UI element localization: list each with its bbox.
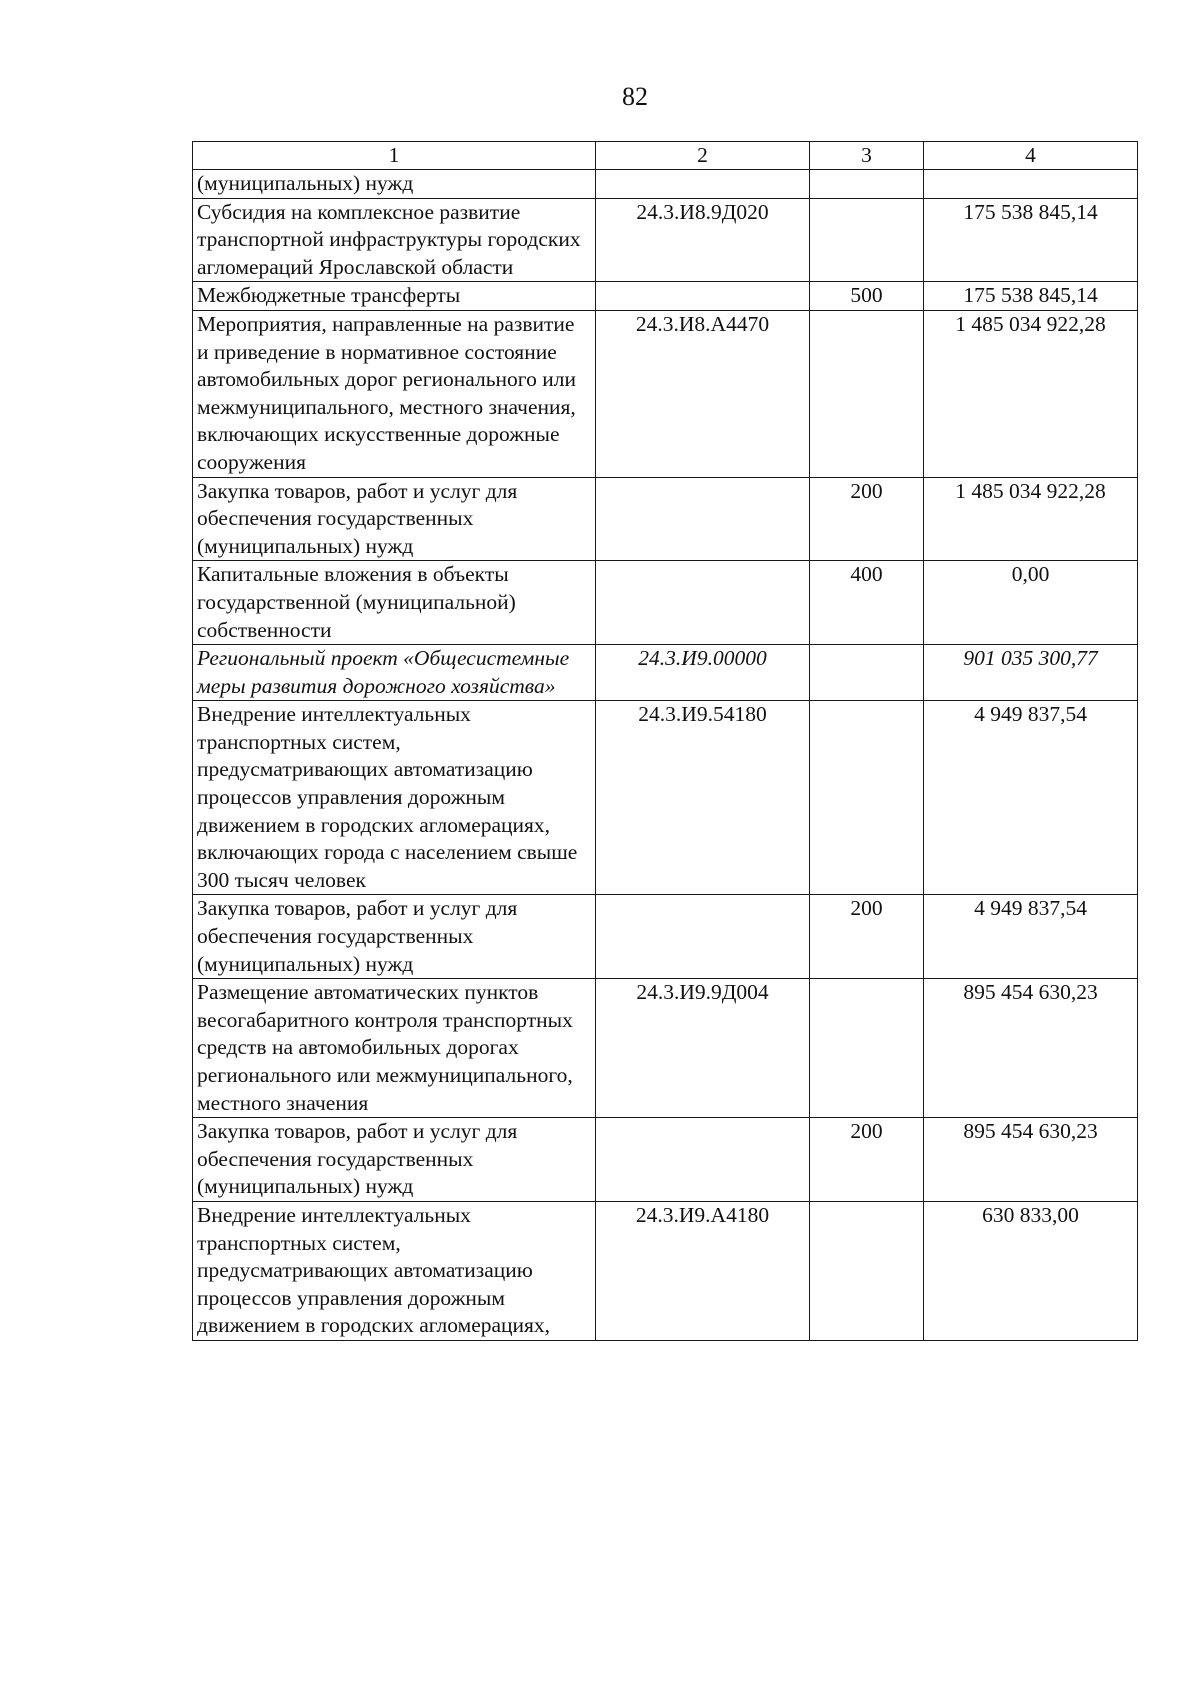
row-amount-cell: 4 949 837,54: [924, 701, 1138, 895]
row-name-cell: Закупка товаров, работ и услуг для обеспечения государственных (муниципальных) нужд: [193, 1118, 596, 1202]
column-header-4: 4: [924, 142, 1138, 170]
table-header: [193, 142, 1138, 170]
row-type-cell: 200: [810, 895, 924, 979]
row-name-cell: Закупка товаров, работ и услуг для обеспечения государственных (муниципальных) нужд: [193, 895, 596, 979]
row-name-cell: Размещение автоматических пунктов весогабаритного контроля транспортных средств на автомобильных дорогах регионального или межмуниципального, местного значения: [193, 979, 596, 1118]
row-code-cell: [596, 561, 810, 645]
row-code-cell: 24.3.И9.00000: [596, 645, 810, 701]
row-type-cell: [810, 1201, 924, 1340]
row-amount-cell: 1 485 034 922,28: [924, 477, 1138, 561]
column-header-2: 2: [596, 142, 810, 170]
row-code-cell: 24.3.И9.9Д004: [596, 979, 810, 1118]
column-header-1: 1: [193, 142, 596, 170]
row-name-cell: Закупка товаров, работ и услуг для обеспечения государственных (муниципальных) нужд: [193, 477, 596, 561]
table-row: [193, 477, 1138, 561]
row-code-cell: [596, 477, 810, 561]
row-amount-cell: 895 454 630,23: [924, 1118, 1138, 1202]
row-type-cell: 200: [810, 1118, 924, 1202]
row-type-cell: [810, 645, 924, 701]
row-type-cell: [810, 170, 924, 199]
row-type-cell: 400: [810, 561, 924, 645]
row-code-cell: [596, 1118, 810, 1202]
row-amount-cell: 175 538 845,14: [924, 282, 1138, 311]
row-amount-cell: [924, 170, 1138, 199]
row-code-cell: [596, 170, 810, 199]
row-name-cell: Межбюджетные трансферты: [193, 282, 596, 311]
table-row: [193, 561, 1138, 645]
row-amount-cell: 4 949 837,54: [924, 895, 1138, 979]
row-code-cell: 24.3.И9.А4180: [596, 1201, 810, 1340]
row-type-cell: [810, 310, 924, 477]
row-name-cell: Мероприятия, направленные на развитие и приведение в нормативное состояние автомобильных дорог регионального или межмуниципального, местного значения, включающих искусственные дорожные сооружения: [193, 310, 596, 477]
row-code-cell: [596, 895, 810, 979]
row-code-cell: [596, 282, 810, 311]
table-row: [193, 1118, 1138, 1202]
table-row: [193, 170, 1138, 199]
row-code-cell: 24.3.И9.54180: [596, 701, 810, 895]
row-name-cell: Внедрение интеллектуальных транспортных систем, предусматривающих автоматизацию процессов управления дорожным движением в городских агломерациях, включающих города с населением свыше 300 тысяч человек: [193, 701, 596, 895]
table-row: [193, 282, 1138, 311]
page-number: 82: [622, 82, 648, 111]
row-type-cell: 200: [810, 477, 924, 561]
row-code-cell: 24.3.И8.А4470: [596, 310, 810, 477]
header-row: [193, 142, 1138, 170]
row-name-cell: Внедрение интеллектуальных транспортных систем, предусматривающих автоматизацию процессов управления дорожным движением в городских агломерациях,: [193, 1201, 596, 1340]
table-row: [193, 701, 1138, 895]
row-type-cell: [810, 198, 924, 282]
row-amount-cell: 630 833,00: [924, 1201, 1138, 1340]
row-name-cell: Субсидия на комплексное развитие транспортной инфраструктуры городских агломераций Ярославской области: [193, 198, 596, 282]
row-name-cell: Региональный проект «Общесистемные меры развития дорожного хозяйства»: [193, 645, 596, 701]
row-code-cell: 24.3.И8.9Д020: [596, 198, 810, 282]
table-row: [193, 310, 1138, 477]
column-header-3: 3: [810, 142, 924, 170]
row-amount-cell: 175 538 845,14: [924, 198, 1138, 282]
budget-table: [192, 141, 1138, 1341]
table-row: [193, 198, 1138, 282]
row-amount-cell: 1 485 034 922,28: [924, 310, 1138, 477]
table-row: [193, 979, 1138, 1118]
row-type-cell: 500: [810, 282, 924, 311]
row-type-cell: [810, 979, 924, 1118]
row-name-cell: (муниципальных) нужд: [193, 170, 596, 199]
table-row-regional-project: [193, 645, 1138, 701]
row-amount-cell: 895 454 630,23: [924, 979, 1138, 1118]
row-amount-cell: 901 035 300,77: [924, 645, 1138, 701]
table-body: [193, 170, 1138, 1341]
row-amount-cell: 0,00: [924, 561, 1138, 645]
row-type-cell: [810, 701, 924, 895]
table-row: [193, 895, 1138, 979]
table-row: [193, 1201, 1138, 1340]
row-name-cell: Капитальные вложения в объекты государственной (муниципальной) собственности: [193, 561, 596, 645]
